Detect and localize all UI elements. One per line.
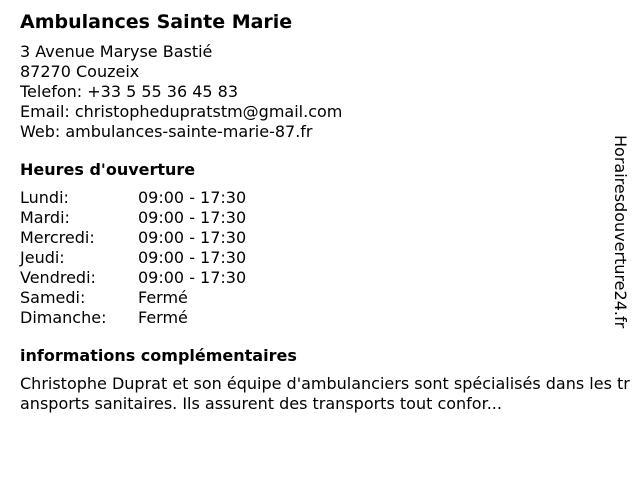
day-hours: Fermé (138, 288, 188, 307)
day-label: Mercredi: (20, 228, 95, 247)
hours-row (20, 268, 246, 288)
website: Web: ambulances-sainte-marie-87.fr (20, 122, 313, 141)
day-hours: Fermé (138, 308, 188, 327)
day-hours: 09:00 - 17:30 (138, 228, 247, 247)
day-label: Lundi: (20, 188, 69, 207)
site-watermark: Horairesdouverture24.fr (611, 135, 630, 329)
day-hours: 09:00 - 17:30 (138, 248, 247, 267)
phone-number: Telefon: +33 5 55 36 45 83 (20, 82, 239, 101)
city-address: 87270 Couzeix (20, 62, 140, 81)
day-label: Dimanche: (20, 308, 107, 327)
hours-table (20, 188, 246, 328)
day-hours: 09:00 - 17:30 (138, 208, 247, 227)
hours-row (20, 248, 246, 268)
day-hours: 09:00 - 17:30 (138, 188, 247, 207)
email-address: Email: christophedupratstm@gmail.com (20, 102, 343, 121)
day-hours: 09:00 - 17:30 (138, 268, 247, 287)
hours-row (20, 188, 246, 208)
street-address: 3 Avenue Maryse Bastié (20, 42, 213, 61)
day-label: Mardi: (20, 208, 70, 227)
hours-row (20, 228, 246, 248)
hours-row (20, 208, 246, 228)
address-block (20, 42, 620, 142)
hours-row (20, 308, 246, 328)
business-name: Ambulances Sainte Marie (20, 11, 293, 33)
day-label: Samedi: (20, 288, 86, 307)
day-label: Vendredi: (20, 268, 96, 287)
info-description: Christophe Duprat et son équipe d'ambulanciers sont spécialisés dans les transports sanitaires. Ils assurent des transports tout confor... (20, 374, 630, 413)
info-heading: informations complémentaires (20, 346, 297, 365)
hours-row (20, 288, 246, 308)
hours-heading: Heures d'ouverture (20, 160, 196, 179)
day-label: Jeudi: (20, 248, 65, 267)
